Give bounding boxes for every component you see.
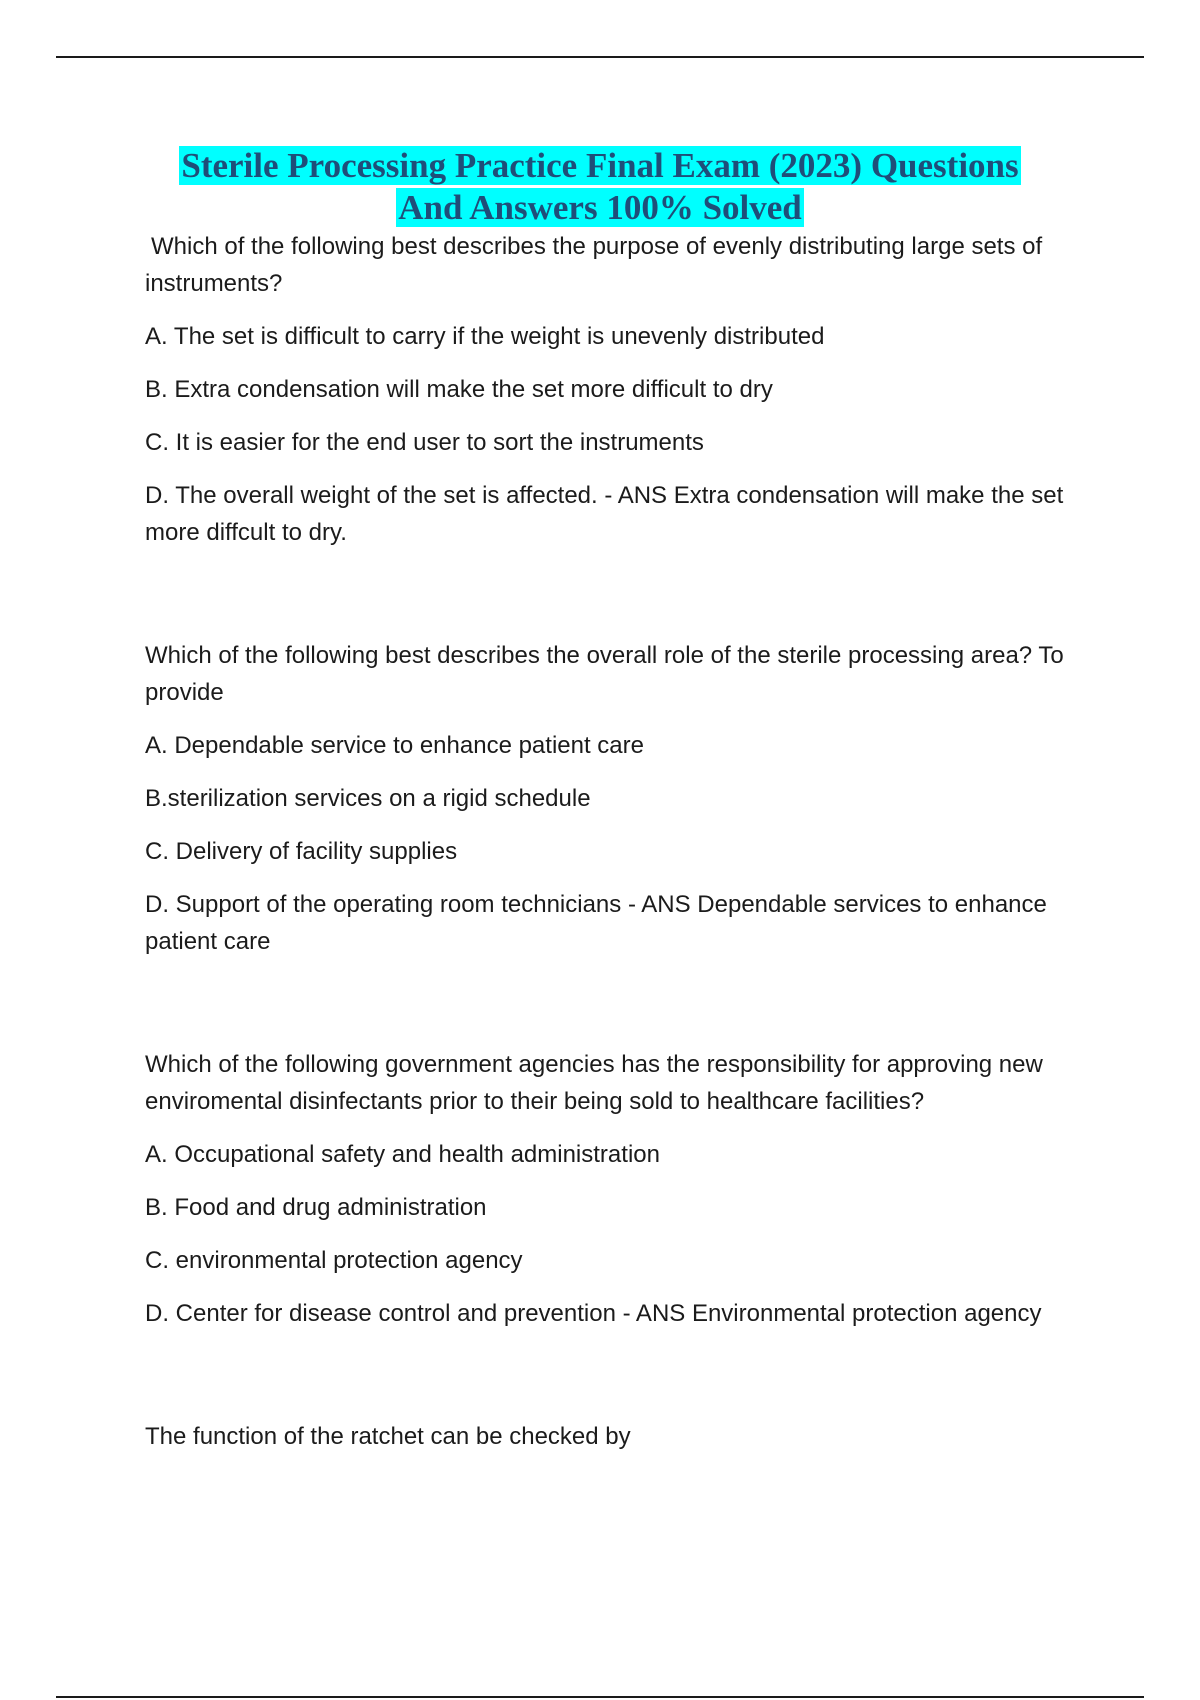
question-block-2 (145, 637, 1090, 960)
question-text: Which of the following best describes the overall role of the sterile processing area? To provide (145, 642, 1064, 706)
answer-option: A. Occupational safety and health administration (145, 1141, 660, 1168)
question-block-4 (145, 1418, 1090, 1455)
spacer (145, 1348, 1090, 1418)
question-block-3 (145, 1046, 1090, 1332)
answer-option: A. The set is difficult to carry if the weight is unevenly distributed (145, 323, 825, 350)
bottom-rule (56, 1696, 1144, 1698)
answer-option: D. Support of the operating room technicians - ANS Dependable services to enhance patient care (145, 891, 1047, 955)
title-line-1: Sterile Processing Practice Final Exam (2023) Questions (181, 146, 1019, 185)
answer-option: C. Delivery of facility supplies (145, 838, 458, 865)
answer-option: D. The overall weight of the set is affected. - ANS Extra condensation will make the set more diffcult to dry. (145, 482, 1064, 546)
answer-option: A. Dependable service to enhance patient care (145, 732, 644, 759)
top-rule (56, 56, 1144, 58)
document-body (145, 228, 1090, 1471)
answer-option: B. Food and drug administration (145, 1194, 487, 1221)
answer-option: C. It is easier for the end user to sort the instruments (145, 429, 704, 456)
spacer (145, 976, 1090, 1046)
question-block-1 (145, 228, 1090, 551)
question-text: Which of the following best describes the purpose of evenly distributing large sets of instruments? (145, 233, 1043, 297)
answer-option: B. Extra condensation will make the set more difficult to dry (145, 376, 773, 403)
answer-option: B.sterilization services on a rigid schedule (145, 785, 591, 812)
title-line-2: And Answers 100% Solved (398, 188, 802, 227)
answer-option: C. environmental protection agency (145, 1247, 523, 1274)
spacer (145, 567, 1090, 637)
document-title (100, 145, 1100, 229)
question-text: The function of the ratchet can be checked by (145, 1423, 631, 1450)
question-text: Which of the following government agencies has the responsibility for approving new enviromental disinfectants prior to their being sold to healthcare facilities? (145, 1051, 1043, 1115)
answer-option: D. Center for disease control and prevention - ANS Environmental protection agency (145, 1300, 1042, 1327)
